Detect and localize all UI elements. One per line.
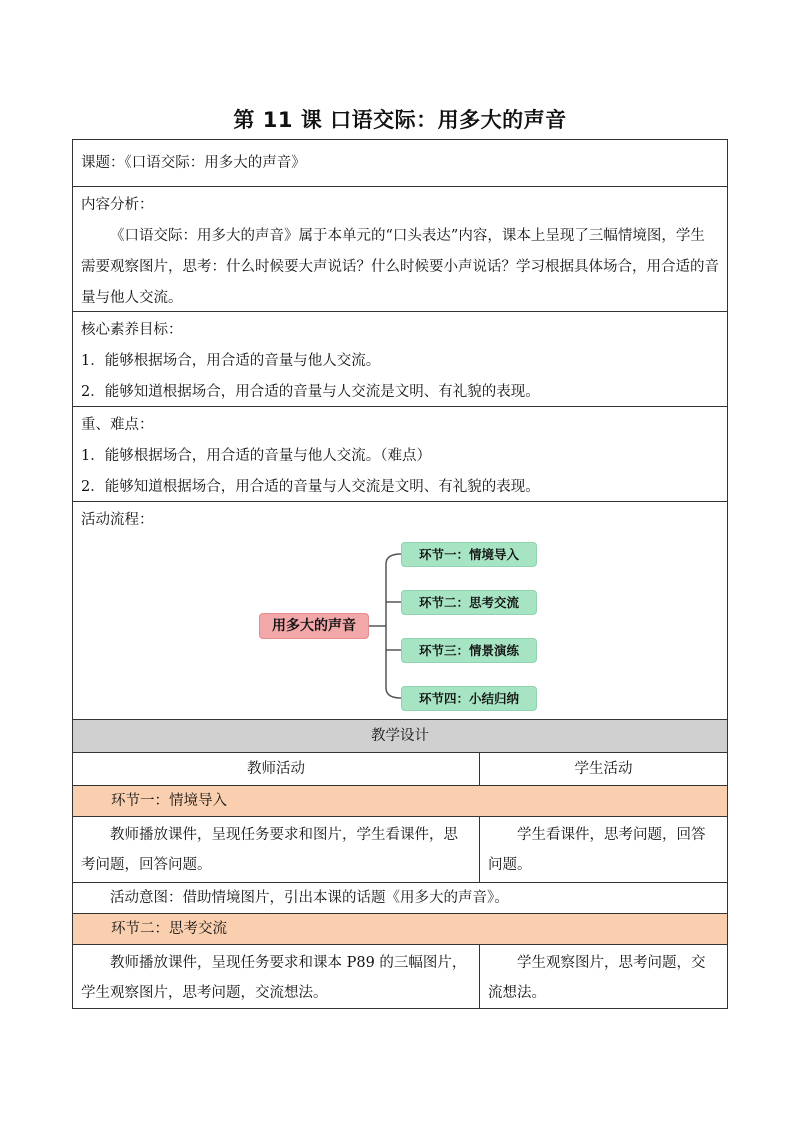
stage-label: 环节一：情境导入: [111, 793, 227, 809]
page-title: 第 11 课 口语交际：用多大的声音: [233, 108, 567, 132]
key-points-heading: 重、难点：: [81, 417, 154, 433]
intent-row: [73, 883, 727, 914]
content-text: 《口语交际：用多大的声音》属于本单元的“口头表达”内容，课本上呈现了三幅情境图，学生需要观察图片，思考：什么时候要大声说话？什么时候要小声说话？学习根据具体场合，用合适的音量与他人交流。: [81, 228, 719, 306]
goals-row: [73, 312, 727, 407]
student-column-header: 学生活动: [574, 761, 633, 777]
key-point-item: 1．能够根据场合，用合适的音量与他人交流。（难点）: [81, 448, 431, 464]
mindmap-stage-node: 环节二：思考交流: [401, 590, 537, 615]
mindmap-root-node: 用多大的声音: [259, 613, 369, 639]
flow-mindmap: [73, 502, 729, 720]
key-point-item: 2．能够知道根据场合，用合适的音量与人交流是文明、有礼貌的表现。: [81, 479, 540, 495]
activity-flow-row: [73, 502, 727, 720]
activity-row: [73, 945, 727, 1008]
activity-row: [73, 817, 727, 883]
student-activity: 学生看课件，思考问题，回答问题。: [488, 827, 706, 873]
content-heading: 内容分析：: [81, 197, 154, 213]
flow-heading: 活动流程：: [81, 512, 154, 528]
teacher-activity: 教师播放课件，呈现任务要求和图片，学生看课件，思考问题，回答问题。: [73, 817, 480, 882]
student-activity: 学生观察图片，思考问题，交流想法。: [488, 955, 706, 1001]
mindmap-stage-node: 环节一：情境导入: [401, 542, 537, 567]
teacher-activity: 教师播放课件，呈现任务要求和课本 P89 的三幅图片，学生观察图片，思考问题，交流想法。: [73, 945, 480, 1008]
teacher-column-header: 教师活动: [73, 753, 480, 785]
columns-header-row: [73, 753, 727, 786]
mindmap-stage-node: 环节四：小结归纳: [401, 686, 537, 711]
lesson-table: [72, 139, 728, 1009]
topic-row: [73, 140, 727, 187]
design-header-row: 教学设计: [73, 720, 727, 753]
stage-label: 环节二：思考交流: [111, 921, 227, 937]
goal-item: 2．能够知道根据场合，用合适的音量与人交流是文明、有礼貌的表现。: [81, 384, 540, 400]
goals-heading: 核心素养目标：: [81, 322, 183, 338]
stage-row: [73, 786, 727, 817]
key-points-row: [73, 407, 727, 502]
topic-text: 课题：《口语交际：用多大的声音》: [81, 155, 306, 171]
goal-item: 1．能够根据场合，用合适的音量与他人交流。: [81, 353, 381, 369]
activity-intent: 活动意图：借助情境图片，引出本课的话题《用多大的声音》。: [110, 890, 509, 906]
content-analysis-row: [73, 187, 727, 312]
mindmap-stage-node: 环节三：情景演练: [401, 638, 537, 663]
stage-row: [73, 914, 727, 945]
